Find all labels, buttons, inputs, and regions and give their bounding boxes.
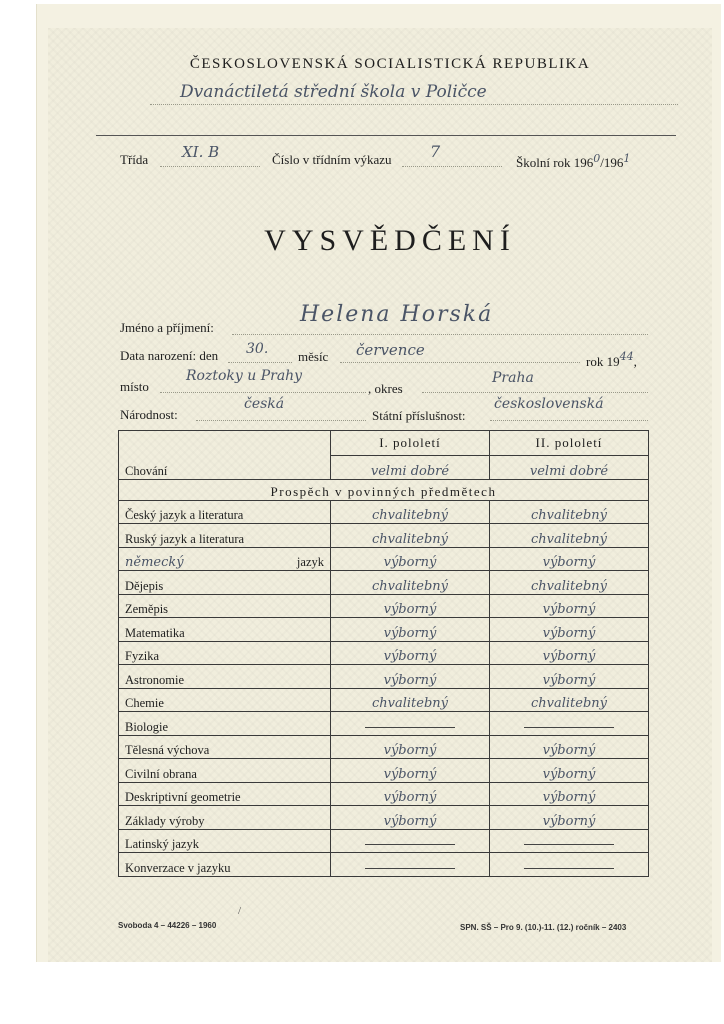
grade-semester-1: chvalitebný [331, 524, 490, 548]
grade-semester-1: chvalitebný [331, 571, 490, 595]
school-year-label [516, 152, 630, 171]
table-row [119, 665, 649, 689]
table-row [119, 806, 649, 830]
grade-semester-1: výborný [331, 759, 490, 783]
grade-semester-1: výborný [331, 665, 490, 689]
section-title: Prospěch v povinných předmětech [119, 479, 649, 500]
grade-semester-1: výborný [331, 735, 490, 759]
subject-rows [119, 500, 649, 876]
birth-day-value: 30. [246, 341, 269, 357]
birth-month-dotted-line [340, 362, 580, 363]
school-year-prefix: Školní rok 196 [516, 155, 594, 170]
header-empty-cell [119, 431, 331, 456]
name-dotted-line [232, 334, 648, 335]
table-row [119, 829, 649, 853]
grade-semester-2: výborný [490, 547, 649, 571]
table-row [119, 712, 649, 736]
grade-semester-2: výborný [490, 735, 649, 759]
table-row [119, 688, 649, 712]
district-dotted-line [422, 392, 648, 393]
register-value: 7 [430, 142, 441, 161]
grade-semester-2 [490, 829, 649, 853]
table-row [119, 641, 649, 665]
republic-heading: ČESKOSLOVENSKÁ SOCIALISTICKÁ REPUBLIKA [189, 56, 591, 72]
class-dotted-line [160, 166, 260, 167]
birth-place-value: Roztoky u Prahy [186, 368, 303, 384]
subject-name: Základy výroby [119, 806, 331, 830]
subject-name: Konverzace v jazyku [119, 853, 331, 877]
subject-name: Chemie [119, 688, 331, 712]
grades-table [118, 430, 649, 877]
birth-year-value: 44 [619, 350, 634, 363]
grade-semester-2: výborný [490, 594, 649, 618]
table-row [119, 500, 649, 524]
birth-place-label: místo [120, 379, 149, 394]
subject-name: Deskriptivní geometrie [119, 782, 331, 806]
district-value: Praha [492, 370, 534, 386]
class-value: XI. B [182, 143, 220, 161]
grade-semester-2: chvalitebný [490, 571, 649, 595]
behavior-grade-2: velmi dobré [490, 456, 649, 480]
grade-semester-2: výborný [490, 618, 649, 642]
foreign-language-name: německý [125, 555, 184, 570]
grade-semester-1 [331, 853, 490, 877]
grade-semester-1 [331, 829, 490, 853]
grade-semester-1: výborný [331, 594, 490, 618]
class-label: Třída [120, 152, 149, 167]
empty-grade-dash [524, 844, 614, 845]
empty-grade-dash [365, 844, 455, 845]
birth-year-prefix: rok 19 [586, 354, 620, 369]
register-dotted-line [402, 166, 502, 167]
grade-semester-2 [490, 853, 649, 877]
school-year-from: 0 [593, 152, 601, 165]
birth-day-label: Data narození: den [120, 348, 219, 363]
grade-semester-1: výborný [331, 641, 490, 665]
birth-day-dotted-line [228, 362, 292, 363]
table-row [119, 735, 649, 759]
name-label: Jméno a příjmení: [120, 320, 214, 335]
birth-year-label: rok $19^{44}$, [586, 350, 637, 369]
grade-semester-1: výborný [331, 547, 490, 571]
citizenship-value: československá [494, 396, 604, 412]
grade-semester-1: chvalitebný [331, 500, 490, 524]
table-row [119, 782, 649, 806]
table-row [119, 853, 649, 877]
grade-semester-1: výborný [331, 806, 490, 830]
subject-name: Ruský jazyk a literatura [119, 524, 331, 548]
footer-printer-note: Svoboda 4 – 44226 – 1960 [118, 921, 217, 930]
grade-semester-2: chvalitebný [490, 500, 649, 524]
subject-name: Tělesná výchova [119, 735, 331, 759]
citizenship-label: Státní příslušnost: [372, 408, 466, 423]
empty-grade-dash [365, 727, 455, 728]
subject-name: Biologie [119, 712, 331, 736]
empty-grade-dash [524, 727, 614, 728]
empty-grade-dash [524, 868, 614, 869]
nationality-dotted-line [196, 420, 366, 421]
name-value: Helena Horská [300, 302, 494, 327]
birth-place-dotted-line [160, 392, 366, 393]
grade-semester-1: chvalitebný [331, 688, 490, 712]
subject-name: Dějepis [119, 571, 331, 595]
table-row [119, 594, 649, 618]
subject-name: Astronomie [119, 665, 331, 689]
grade-semester-2: výborný [490, 806, 649, 830]
subject-name: Civilní obrana [119, 759, 331, 783]
document-title: VYSVĚDČENÍ [264, 224, 516, 257]
grade-semester-1 [331, 712, 490, 736]
grade-semester-2: výborný [490, 641, 649, 665]
table-row [119, 618, 649, 642]
header-first-semester: I. pololetí [331, 431, 490, 456]
school-year-to: 1 [623, 152, 631, 165]
table-row [119, 759, 649, 783]
grade-semester-2: výborný [490, 759, 649, 783]
table-row [119, 547, 649, 571]
table-row [119, 571, 649, 595]
behavior-row [119, 456, 649, 480]
school-year-separator: /196 [600, 155, 624, 170]
header-rule [96, 135, 676, 136]
citizenship-dotted-line [490, 420, 648, 421]
school-name-handwritten: Dvanáctiletá střední škola v Poličce [180, 82, 487, 102]
subject-name [119, 547, 331, 571]
subject-name: Latinský jazyk [119, 829, 331, 853]
empty-grade-dash [365, 868, 455, 869]
birth-month-label: měsíc [298, 349, 329, 364]
birth-month-value: července [356, 341, 425, 359]
section-row [119, 479, 649, 500]
nationality-label: Národnost: [120, 407, 178, 422]
grade-semester-2 [490, 712, 649, 736]
behavior-grade-1: velmi dobré [331, 456, 490, 480]
subject-name: Český jazyk a literatura [119, 500, 331, 524]
district-label: , okres [368, 381, 403, 396]
footer-form-code: SPN. SŠ – Pro 9. (10.)-11. (12.) ročník – 2403 [460, 923, 627, 932]
subject-name: Zeměpis [119, 594, 331, 618]
register-label: Číslo v třídním výkazu [272, 152, 392, 167]
language-suffix: jazyk [296, 555, 324, 569]
behavior-label: Chování [119, 456, 331, 480]
grade-semester-2: výborný [490, 665, 649, 689]
table-row [119, 524, 649, 548]
grade-semester-2: výborný [490, 782, 649, 806]
grade-semester-2: chvalitebný [490, 688, 649, 712]
table-header-row [119, 431, 649, 456]
nationality-value: česká [244, 396, 285, 412]
grade-semester-1: výborný [331, 618, 490, 642]
grade-semester-2: chvalitebný [490, 524, 649, 548]
subject-name: Matematika [119, 618, 331, 642]
school-dotted-line [150, 104, 678, 105]
header-second-semester: II. pololetí [490, 431, 649, 456]
grade-semester-1: výborný [331, 782, 490, 806]
subject-name: Fyzika [119, 641, 331, 665]
pencil-mark: / [238, 905, 242, 917]
